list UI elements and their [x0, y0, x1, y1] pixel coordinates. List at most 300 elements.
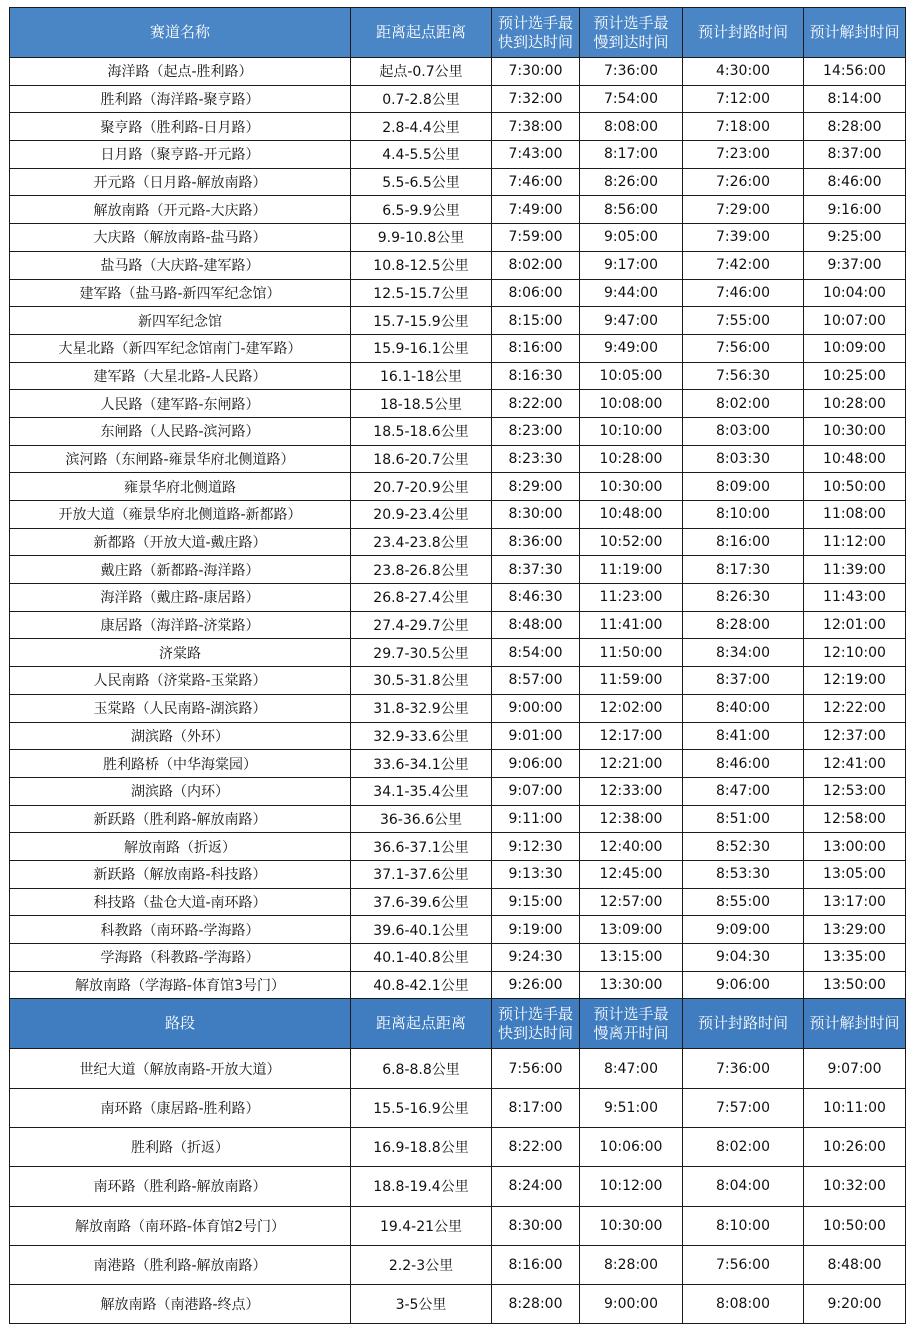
- route-name-cell: 康居路（海洋路-济棠路）: [10, 611, 351, 639]
- slowest-time-cell: 9:44:00: [580, 279, 683, 307]
- fastest-arrival-cell: 8:29:00: [492, 473, 580, 501]
- distance-cell: 15.7-15.9公里: [351, 307, 492, 335]
- fastest-arrival-cell: 9:19:00: [492, 916, 580, 944]
- header-fastest-line2: 快到达时间: [497, 32, 573, 51]
- route-name-cell: 胜利路（折返）: [10, 1127, 351, 1166]
- table-row: [10, 334, 906, 362]
- distance-cell: 3-5公里: [351, 1285, 492, 1324]
- table-row: [10, 528, 906, 556]
- fastest-arrival-cell: 7:56:00: [492, 1049, 580, 1088]
- fastest-arrival-cell: 9:26:00: [492, 971, 580, 999]
- fastest-arrival-cell: 7:30:00: [492, 58, 580, 86]
- close-time-cell: 8:03:00: [683, 417, 804, 445]
- route-name-cell: 滨河路（东闸路-雍景华府北侧道路）: [10, 445, 351, 473]
- fastest-arrival-cell: 9:12:30: [492, 833, 580, 861]
- slowest-time-cell: 10:30:00: [580, 1206, 683, 1245]
- close-time-cell: 9:06:00: [683, 971, 804, 999]
- fastest-arrival-cell: 8:48:00: [492, 611, 580, 639]
- header-open-time-2: 预计解封时间: [804, 999, 906, 1049]
- route-name-cell: 盐马路（大庆路-建军路）: [10, 251, 351, 279]
- open-time-cell: 11:39:00: [804, 556, 906, 584]
- route-name-cell: 海洋路（戴庄路-康居路）: [10, 584, 351, 612]
- distance-cell: 18.8-19.4公里: [351, 1167, 492, 1206]
- header-fastest2-line1: 预计选手最: [497, 1004, 573, 1023]
- distance-cell: 6.5-9.9公里: [351, 196, 492, 224]
- open-time-cell: 12:53:00: [804, 777, 906, 805]
- header-distance-2: 距离起点距离: [351, 999, 492, 1049]
- fastest-arrival-cell: 8:57:00: [492, 667, 580, 695]
- distance-cell: 16.1-18公里: [351, 362, 492, 390]
- slowest-time-cell: 12:02:00: [580, 694, 683, 722]
- table-row: [10, 473, 906, 501]
- slowest-time-cell: 10:12:00: [580, 1167, 683, 1206]
- open-time-cell: 13:05:00: [804, 860, 906, 888]
- table-row: [10, 860, 906, 888]
- table-row: [10, 85, 906, 113]
- section-2-header: [10, 999, 906, 1049]
- route-name-cell: 聚亨路（胜利路-日月路）: [10, 113, 351, 141]
- open-time-cell: 10:48:00: [804, 445, 906, 473]
- slowest-time-cell: 10:10:00: [580, 417, 683, 445]
- route-name-cell: 湖滨路（内环）: [10, 777, 351, 805]
- open-time-cell: 11:43:00: [804, 584, 906, 612]
- table-row: [10, 833, 906, 861]
- road-closure-table: [9, 7, 906, 1324]
- fastest-arrival-cell: 9:15:00: [492, 888, 580, 916]
- fastest-arrival-cell: 8:15:00: [492, 307, 580, 335]
- route-name-cell: 大庆路（解放南路-盐马路）: [10, 224, 351, 252]
- table-row: [10, 750, 906, 778]
- distance-cell: 15.9-16.1公里: [351, 334, 492, 362]
- close-time-cell: 7:36:00: [683, 1049, 804, 1088]
- slowest-time-cell: 9:17:00: [580, 251, 683, 279]
- close-time-cell: 7:23:00: [683, 141, 804, 169]
- slowest-time-cell: 12:57:00: [580, 888, 683, 916]
- section-1-body: [10, 58, 906, 999]
- fastest-arrival-cell: 7:46:00: [492, 168, 580, 196]
- slowest-time-cell: 8:47:00: [580, 1049, 683, 1088]
- fastest-arrival-cell: 8:46:30: [492, 584, 580, 612]
- header-slowest2-line1: 预计选手最: [593, 1004, 669, 1023]
- open-time-cell: 13:35:00: [804, 944, 906, 972]
- close-time-cell: 8:10:00: [683, 501, 804, 529]
- close-time-cell: 8:55:00: [683, 888, 804, 916]
- fastest-arrival-cell: 9:11:00: [492, 805, 580, 833]
- table-row: [10, 58, 906, 86]
- table-row: [10, 501, 906, 529]
- route-name-cell: 科技路（盐仓大道-南环路）: [10, 888, 351, 916]
- close-time-cell: 8:41:00: [683, 722, 804, 750]
- open-time-cell: 10:09:00: [804, 334, 906, 362]
- distance-cell: 23.8-26.8公里: [351, 556, 492, 584]
- open-time-cell: 10:07:00: [804, 307, 906, 335]
- distance-cell: 33.6-34.1公里: [351, 750, 492, 778]
- open-time-cell: 12:58:00: [804, 805, 906, 833]
- fastest-arrival-cell: 8:06:00: [492, 279, 580, 307]
- slowest-time-cell: 13:09:00: [580, 916, 683, 944]
- open-time-cell: 10:50:00: [804, 473, 906, 501]
- slowest-time-cell: 9:51:00: [580, 1088, 683, 1127]
- slowest-time-cell: 10:48:00: [580, 501, 683, 529]
- table-row: [10, 307, 906, 335]
- fastest-arrival-cell: 8:22:00: [492, 1127, 580, 1166]
- route-name-cell: 大星北路（新四军纪念馆南门-建军路）: [10, 334, 351, 362]
- close-time-cell: 7:56:00: [683, 334, 804, 362]
- route-name-cell: 学海路（科教路-学海路）: [10, 944, 351, 972]
- close-time-cell: 9:09:00: [683, 916, 804, 944]
- slowest-time-cell: 9:00:00: [580, 1285, 683, 1324]
- header-fastest2-line2: 快到达时间: [497, 1023, 573, 1042]
- route-name-cell: 人民路（建军路-东闸路）: [10, 390, 351, 418]
- close-time-cell: 8:03:30: [683, 445, 804, 473]
- distance-cell: 34.1-35.4公里: [351, 777, 492, 805]
- route-name-cell: 科教路（南环路-学海路）: [10, 916, 351, 944]
- distance-cell: 18-18.5公里: [351, 390, 492, 418]
- slowest-time-cell: 11:23:00: [580, 584, 683, 612]
- route-name-cell: 玉棠路（人民南路-湖滨路）: [10, 694, 351, 722]
- slowest-time-cell: 8:17:00: [580, 141, 683, 169]
- open-time-cell: 9:37:00: [804, 251, 906, 279]
- close-time-cell: 8:47:00: [683, 777, 804, 805]
- open-time-cell: 12:41:00: [804, 750, 906, 778]
- close-time-cell: 8:08:00: [683, 1285, 804, 1324]
- table-row: [10, 279, 906, 307]
- fastest-arrival-cell: 8:30:00: [492, 1206, 580, 1245]
- route-name-cell: 解放南路（学海路-体育馆3号门）: [10, 971, 351, 999]
- close-time-cell: 8:02:00: [683, 1127, 804, 1166]
- close-time-cell: 8:53:30: [683, 860, 804, 888]
- fastest-arrival-cell: 7:38:00: [492, 113, 580, 141]
- slowest-time-cell: 13:30:00: [580, 971, 683, 999]
- table-row: [10, 971, 906, 999]
- distance-cell: 36-36.6公里: [351, 805, 492, 833]
- fastest-arrival-cell: 8:23:00: [492, 417, 580, 445]
- route-name-cell: 济棠路: [10, 639, 351, 667]
- fastest-arrival-cell: 8:16:00: [492, 334, 580, 362]
- open-time-cell: 9:07:00: [804, 1049, 906, 1088]
- slowest-time-cell: 12:33:00: [580, 777, 683, 805]
- open-time-cell: 10:32:00: [804, 1167, 906, 1206]
- open-time-cell: 13:50:00: [804, 971, 906, 999]
- route-name-cell: 新跃路（胜利路-解放南路）: [10, 805, 351, 833]
- fastest-arrival-cell: 8:24:00: [492, 1167, 580, 1206]
- header-close-time: 预计封路时间: [683, 8, 804, 58]
- fastest-arrival-cell: 9:07:00: [492, 777, 580, 805]
- table-row: [10, 777, 906, 805]
- open-time-cell: 10:04:00: [804, 279, 906, 307]
- close-time-cell: 8:40:00: [683, 694, 804, 722]
- open-time-cell: 10:30:00: [804, 417, 906, 445]
- distance-cell: 0.7-2.8公里: [351, 85, 492, 113]
- distance-cell: 6.8-8.8公里: [351, 1049, 492, 1088]
- route-name-cell: 解放南路（南港路-终点）: [10, 1285, 351, 1324]
- close-time-cell: 9:04:30: [683, 944, 804, 972]
- slowest-time-cell: 9:05:00: [580, 224, 683, 252]
- slowest-time-cell: 12:21:00: [580, 750, 683, 778]
- table-row: [10, 113, 906, 141]
- distance-cell: 32.9-33.6公里: [351, 722, 492, 750]
- route-name-cell: 建军路（盐马路-新四军纪念馆）: [10, 279, 351, 307]
- header-distance: 距离起点距离: [351, 8, 492, 58]
- header-slowest-leave-2: [580, 999, 683, 1049]
- route-name-cell: 南港路（胜利路-解放南路）: [10, 1245, 351, 1284]
- distance-cell: 20.9-23.4公里: [351, 501, 492, 529]
- table-row: [10, 639, 906, 667]
- distance-cell: 23.4-23.8公里: [351, 528, 492, 556]
- slowest-time-cell: 9:49:00: [580, 334, 683, 362]
- route-name-cell: 南环路（康居路-胜利路）: [10, 1088, 351, 1127]
- header-route-name: 赛道名称: [10, 8, 351, 58]
- table-row: [10, 1285, 906, 1324]
- slowest-time-cell: 12:45:00: [580, 860, 683, 888]
- slowest-time-cell: 10:52:00: [580, 528, 683, 556]
- distance-cell: 18.6-20.7公里: [351, 445, 492, 473]
- route-name-cell: 解放南路（折返）: [10, 833, 351, 861]
- section-2-body: [10, 1049, 906, 1324]
- slowest-time-cell: 9:47:00: [580, 307, 683, 335]
- close-time-cell: 8:09:00: [683, 473, 804, 501]
- fastest-arrival-cell: 8:16:30: [492, 362, 580, 390]
- close-time-cell: 7:42:00: [683, 251, 804, 279]
- open-time-cell: 10:50:00: [804, 1206, 906, 1245]
- table-row: [10, 944, 906, 972]
- open-time-cell: 10:11:00: [804, 1088, 906, 1127]
- fastest-arrival-cell: 9:06:00: [492, 750, 580, 778]
- distance-cell: 30.5-31.8公里: [351, 667, 492, 695]
- close-time-cell: 7:55:00: [683, 307, 804, 335]
- route-name-cell: 建军路（大星北路-人民路）: [10, 362, 351, 390]
- fastest-arrival-cell: 8:36:00: [492, 528, 580, 556]
- open-time-cell: 13:00:00: [804, 833, 906, 861]
- table-row: [10, 805, 906, 833]
- distance-cell: 16.9-18.8公里: [351, 1127, 492, 1166]
- distance-cell: 5.5-6.5公里: [351, 168, 492, 196]
- table-row: [10, 611, 906, 639]
- open-time-cell: 12:37:00: [804, 722, 906, 750]
- header-row-2: [10, 999, 906, 1049]
- table-row: [10, 417, 906, 445]
- close-time-cell: 7:56:30: [683, 362, 804, 390]
- open-time-cell: 11:08:00: [804, 501, 906, 529]
- fastest-arrival-cell: 8:37:30: [492, 556, 580, 584]
- route-name-cell: 人民南路（济棠路-玉棠路）: [10, 667, 351, 695]
- open-time-cell: 12:01:00: [804, 611, 906, 639]
- table-row: [10, 141, 906, 169]
- fastest-arrival-cell: 9:13:30: [492, 860, 580, 888]
- close-time-cell: 8:46:00: [683, 750, 804, 778]
- slowest-time-cell: 10:30:00: [580, 473, 683, 501]
- table-row: [10, 722, 906, 750]
- route-name-cell: 新都路（开放大道-戴庄路）: [10, 528, 351, 556]
- header-close-time-2: 预计封路时间: [683, 999, 804, 1049]
- route-name-cell: 解放南路（开元路-大庆路）: [10, 196, 351, 224]
- distance-cell: 31.8-32.9公里: [351, 694, 492, 722]
- open-time-cell: 9:16:00: [804, 196, 906, 224]
- distance-cell: 2.8-4.4公里: [351, 113, 492, 141]
- distance-cell: 40.1-40.8公里: [351, 944, 492, 972]
- distance-cell: 27.4-29.7公里: [351, 611, 492, 639]
- close-time-cell: 7:29:00: [683, 196, 804, 224]
- close-time-cell: 8:10:00: [683, 1206, 804, 1245]
- open-time-cell: 8:48:00: [804, 1245, 906, 1284]
- open-time-cell: 10:26:00: [804, 1127, 906, 1166]
- table-row: [10, 1206, 906, 1245]
- table-row: [10, 1088, 906, 1127]
- table-row: [10, 390, 906, 418]
- header-row-1: [10, 8, 906, 58]
- fastest-arrival-cell: 8:28:00: [492, 1285, 580, 1324]
- close-time-cell: 7:57:00: [683, 1088, 804, 1127]
- table-row: [10, 224, 906, 252]
- distance-cell: 18.5-18.6公里: [351, 417, 492, 445]
- route-name-cell: 日月路（聚亨路-开元路）: [10, 141, 351, 169]
- close-time-cell: 8:04:00: [683, 1167, 804, 1206]
- header-slowest2-line2: 慢离开时间: [593, 1023, 669, 1042]
- fastest-arrival-cell: 8:17:00: [492, 1088, 580, 1127]
- fastest-arrival-cell: 7:49:00: [492, 196, 580, 224]
- slowest-time-cell: 8:56:00: [580, 196, 683, 224]
- slowest-time-cell: 10:28:00: [580, 445, 683, 473]
- slowest-time-cell: 13:15:00: [580, 944, 683, 972]
- fastest-arrival-cell: 7:59:00: [492, 224, 580, 252]
- fastest-arrival-cell: 8:30:00: [492, 501, 580, 529]
- open-time-cell: 14:56:00: [804, 58, 906, 86]
- close-time-cell: 8:16:00: [683, 528, 804, 556]
- fastest-arrival-cell: 9:24:30: [492, 944, 580, 972]
- open-time-cell: 13:29:00: [804, 916, 906, 944]
- fastest-arrival-cell: 7:43:00: [492, 141, 580, 169]
- distance-cell: 10.8-12.5公里: [351, 251, 492, 279]
- distance-cell: 4.4-5.5公里: [351, 141, 492, 169]
- header-fastest-arrival-2: [492, 999, 580, 1049]
- close-time-cell: 8:37:00: [683, 667, 804, 695]
- slowest-time-cell: 7:36:00: [580, 58, 683, 86]
- open-time-cell: 11:12:00: [804, 528, 906, 556]
- route-name-cell: 开放大道（雍景华府北侧道路-新都路）: [10, 501, 351, 529]
- table-row: [10, 584, 906, 612]
- open-time-cell: 12:10:00: [804, 639, 906, 667]
- header-fastest-arrival: [492, 8, 580, 58]
- table-row: [10, 251, 906, 279]
- route-name-cell: 东闸路（人民路-滨河路）: [10, 417, 351, 445]
- distance-cell: 15.5-16.9公里: [351, 1088, 492, 1127]
- fastest-arrival-cell: 8:54:00: [492, 639, 580, 667]
- route-name-cell: 南环路（胜利路-解放南路）: [10, 1167, 351, 1206]
- slowest-time-cell: 8:26:00: [580, 168, 683, 196]
- distance-cell: 19.4-21公里: [351, 1206, 492, 1245]
- table-row: [10, 888, 906, 916]
- table-row: [10, 445, 906, 473]
- header-open-time: 预计解封时间: [804, 8, 906, 58]
- route-name-cell: 戴庄路（新都路-海洋路）: [10, 556, 351, 584]
- close-time-cell: 8:02:00: [683, 390, 804, 418]
- table-row: [10, 168, 906, 196]
- close-time-cell: 8:34:00: [683, 639, 804, 667]
- open-time-cell: 8:28:00: [804, 113, 906, 141]
- route-name-cell: 新跃路（解放南路-科技路）: [10, 860, 351, 888]
- header-fastest-line1: 预计选手最: [497, 13, 573, 32]
- slowest-time-cell: 12:40:00: [580, 833, 683, 861]
- table-row: [10, 1245, 906, 1284]
- close-time-cell: 8:26:30: [683, 584, 804, 612]
- distance-cell: 36.6-37.1公里: [351, 833, 492, 861]
- fastest-arrival-cell: 7:32:00: [492, 85, 580, 113]
- close-time-cell: 7:26:00: [683, 168, 804, 196]
- close-time-cell: 7:18:00: [683, 113, 804, 141]
- close-time-cell: 8:17:30: [683, 556, 804, 584]
- distance-cell: 26.8-27.4公里: [351, 584, 492, 612]
- header-slowest-line2: 慢到达时间: [593, 32, 669, 51]
- table-row: [10, 362, 906, 390]
- open-time-cell: 12:22:00: [804, 694, 906, 722]
- table-row: [10, 1167, 906, 1206]
- open-time-cell: 12:19:00: [804, 667, 906, 695]
- table-row: [10, 694, 906, 722]
- slowest-time-cell: 8:28:00: [580, 1245, 683, 1284]
- fastest-arrival-cell: 9:01:00: [492, 722, 580, 750]
- table-row: [10, 196, 906, 224]
- slowest-time-cell: 12:38:00: [580, 805, 683, 833]
- distance-cell: 39.6-40.1公里: [351, 916, 492, 944]
- table-row: [10, 1127, 906, 1166]
- slowest-time-cell: 10:08:00: [580, 390, 683, 418]
- distance-cell: 40.8-42.1公里: [351, 971, 492, 999]
- table-row: [10, 667, 906, 695]
- route-name-cell: 世纪大道（解放南路-开放大道）: [10, 1049, 351, 1088]
- route-name-cell: 海洋路（起点-胜利路）: [10, 58, 351, 86]
- open-time-cell: 8:14:00: [804, 85, 906, 113]
- distance-cell: 2.2-3公里: [351, 1245, 492, 1284]
- distance-cell: 20.7-20.9公里: [351, 473, 492, 501]
- distance-cell: 37.1-37.6公里: [351, 860, 492, 888]
- table-row: [10, 556, 906, 584]
- slowest-time-cell: 7:54:00: [580, 85, 683, 113]
- distance-cell: 9.9-10.8公里: [351, 224, 492, 252]
- slowest-time-cell: 11:50:00: [580, 639, 683, 667]
- table-row: [10, 916, 906, 944]
- route-name-cell: 解放南路（南环路-体育馆2号门）: [10, 1206, 351, 1245]
- close-time-cell: 8:52:30: [683, 833, 804, 861]
- open-time-cell: 8:46:00: [804, 168, 906, 196]
- fastest-arrival-cell: 8:22:00: [492, 390, 580, 418]
- distance-cell: 起点-0.7公里: [351, 58, 492, 86]
- route-name-cell: 胜利路桥（中华海棠园）: [10, 750, 351, 778]
- close-time-cell: 7:46:00: [683, 279, 804, 307]
- distance-cell: 29.7-30.5公里: [351, 639, 492, 667]
- open-time-cell: 9:25:00: [804, 224, 906, 252]
- slowest-time-cell: 8:08:00: [580, 113, 683, 141]
- slowest-time-cell: 11:59:00: [580, 667, 683, 695]
- header-slowest-line1: 预计选手最: [593, 13, 669, 32]
- distance-cell: 12.5-15.7公里: [351, 279, 492, 307]
- fastest-arrival-cell: 9:00:00: [492, 694, 580, 722]
- fastest-arrival-cell: 8:02:00: [492, 251, 580, 279]
- route-name-cell: 雍景华府北侧道路: [10, 473, 351, 501]
- fastest-arrival-cell: 8:23:30: [492, 445, 580, 473]
- route-name-cell: 开元路（日月路-解放南路）: [10, 168, 351, 196]
- distance-cell: 37.6-39.6公里: [351, 888, 492, 916]
- close-time-cell: 4:30:00: [683, 58, 804, 86]
- close-time-cell: 8:51:00: [683, 805, 804, 833]
- open-time-cell: 10:25:00: [804, 362, 906, 390]
- table-row: [10, 1049, 906, 1088]
- route-name-cell: 新四军纪念馆: [10, 307, 351, 335]
- close-time-cell: 7:39:00: [683, 224, 804, 252]
- close-time-cell: 8:28:00: [683, 611, 804, 639]
- header-segment: 路段: [10, 999, 351, 1049]
- route-name-cell: 胜利路（海洋路-聚亨路）: [10, 85, 351, 113]
- slowest-time-cell: 11:19:00: [580, 556, 683, 584]
